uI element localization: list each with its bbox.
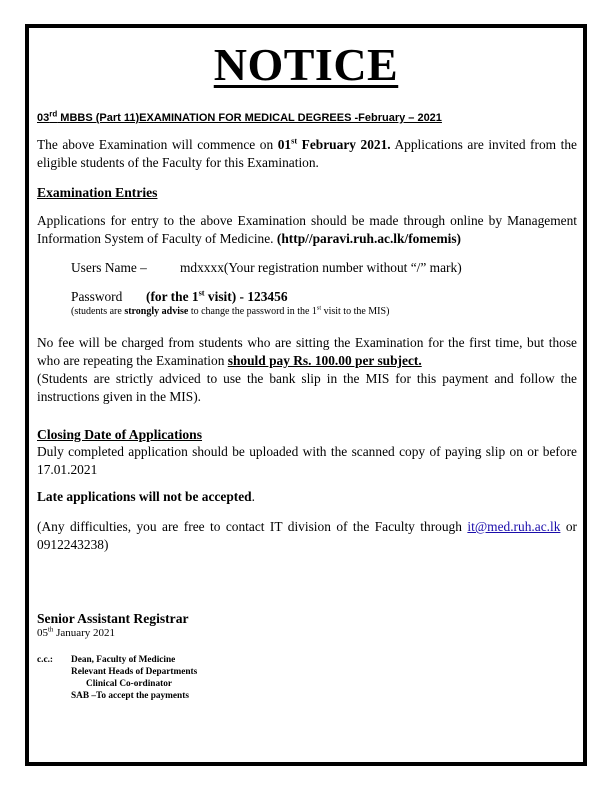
closing-paragraph: Duly completed application should be uploaded with the scanned copy of paying slip on or before 17.01.2021 [37,444,577,477]
password-label: Password [71,289,123,304]
cc-item: Clinical Co-ordinator [86,679,172,689]
cc-item: Relevant Heads of Departments [71,667,198,677]
cc-item: Dean, Faculty of Medicine [71,655,176,665]
mis-url: (http//paravi.ruh.ac.lk/fomemis) [276,231,461,246]
username-value: mdxxxx(Your registration number without “/” mark) [180,260,462,275]
exam-subheading: 03rd MBBS (Part 11)EXAMINATION FOR MEDICAL DEGREES -February – 2021 [37,109,442,124]
intro-paragraph: The above Examination will commence on 01st February 2021. Applications are invited from the eligible students of the Faculty for this Examination. [37,136,577,170]
username-label: Users Name – [71,260,147,275]
password-note: (students are strongly advise to change the password in the 1st visit to the MIS) [71,304,390,317]
contact-paragraph: (Any difficulties, you are free to contact IT division of the Faculty through it@med.ruh.ac.lk or 0912243238) [37,519,577,552]
cc-label: c.c.: [37,655,53,665]
entries-heading: Examination Entries [37,185,158,200]
signature-date: 05th January 2021 [37,626,116,639]
notice-title: NOTICE [213,39,399,90]
signature-title: Senior Assistant Registrar [37,611,189,626]
closing-heading: Closing Date of Applications [37,427,203,442]
email-link[interactable]: it@med.ruh.ac.lk [467,519,561,534]
password-value: (for the 1st visit) - 123456 [146,288,288,304]
fee-paragraph: No fee will be charged from students who are sitting the Examination for the first time, but those who are repeating the Examination should pay Rs. 100.00 per subject. (Students are strictly adviced to use the bank slip in the MIS for this payment and follow the instructions given in the MIS). [37,335,577,404]
cc-item: SAB –To accept the payments [71,691,189,701]
late-notice: Late applications will not be accepted. [37,489,255,504]
entries-paragraph: Applications for entry to the above Examination should be made through online by Management Information System of Faculty of Medicine. (http//paravi.ruh.ac.lk/fomemis) [37,213,577,246]
